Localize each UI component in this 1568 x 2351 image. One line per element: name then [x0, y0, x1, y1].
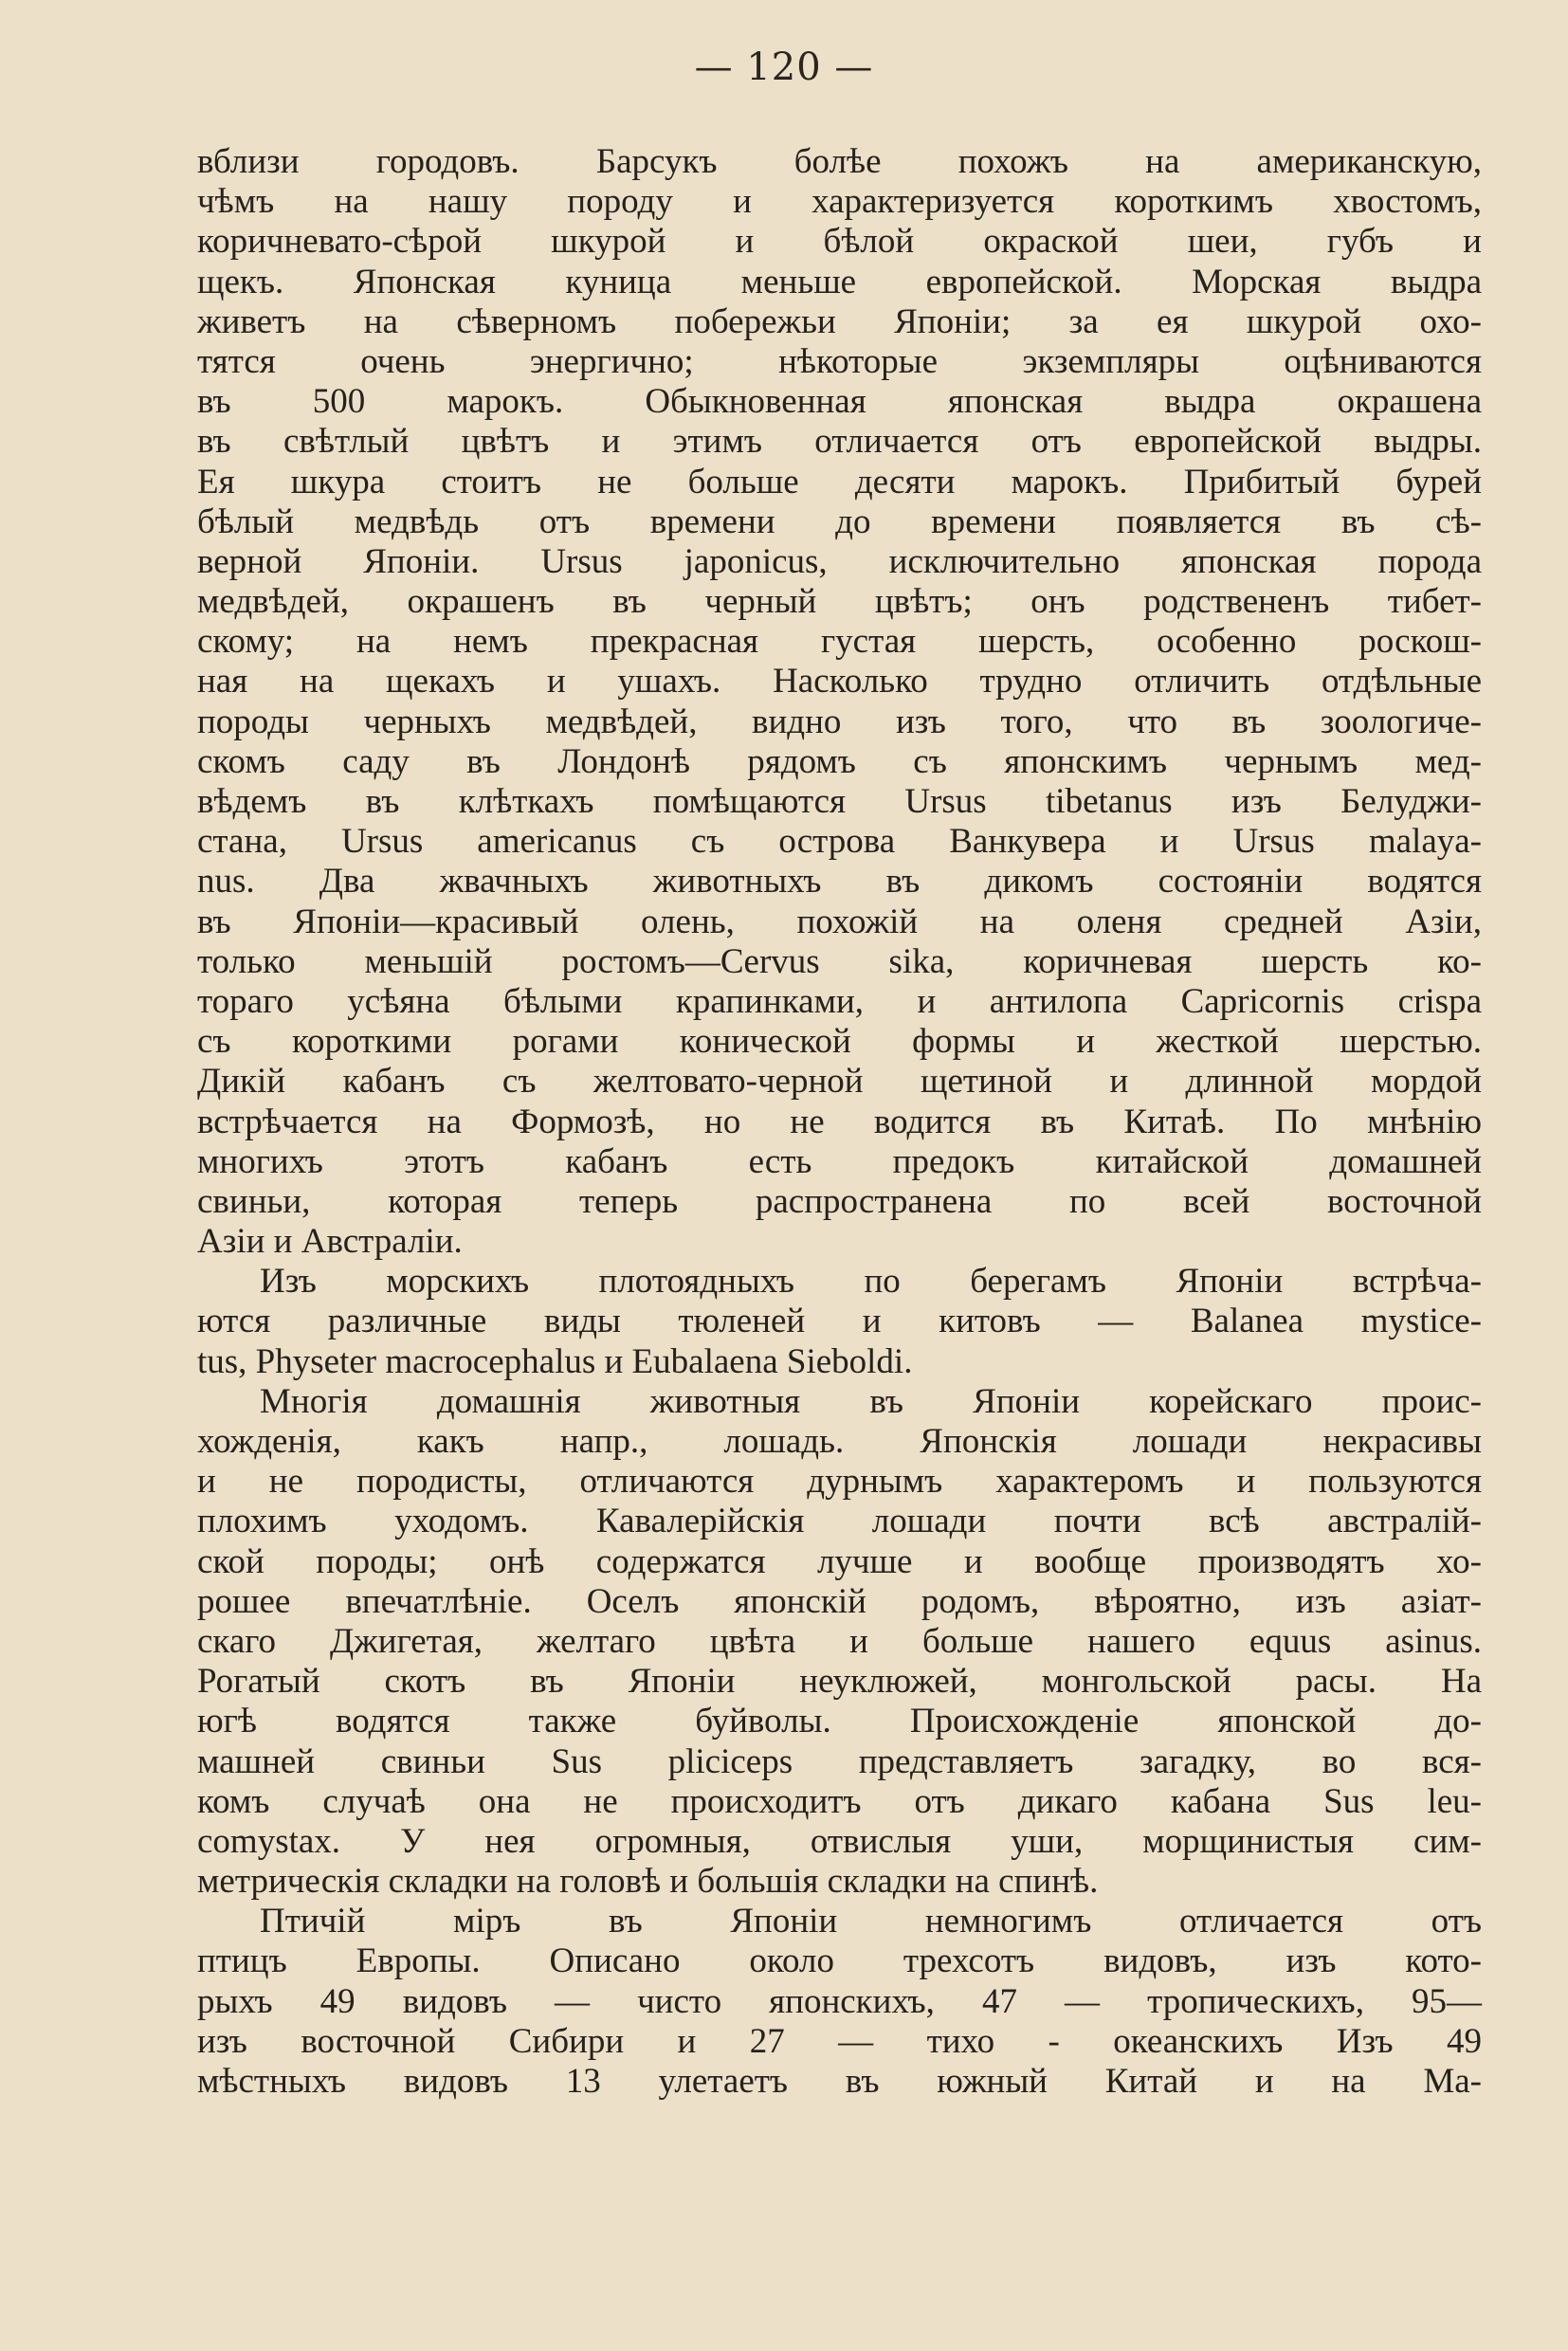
text-line: югѣ водятся также буйволы. Происхожденіе японской до-	[197, 1702, 1482, 1741]
text-line: Ея шкура стоитъ не больше десяти марокъ. Прибитый бурей	[197, 462, 1482, 501]
text-line: стана, Ursus americanus съ острова Ванкувера и Ursus malaya-	[197, 822, 1482, 862]
text-line: хожденія, какъ напр., лошадь. Японскія лошади некрасивы	[197, 1422, 1482, 1461]
text-line: рошее впечатлѣніе. Оселъ японскій родомъ, вѣроятно, изъ азіат-	[197, 1581, 1482, 1621]
text-line: вблизи городовъ. Барсукъ болѣе похожъ на американскую,	[197, 142, 1482, 181]
text-line: Азіи и Австраліи.	[197, 1222, 463, 1262]
text-line: и не породисты, отличаются дурнымъ характеромъ и пользуются	[197, 1462, 1482, 1502]
text-line: Птичій міръ въ Японіи немногимъ отличается отъ	[260, 1902, 1482, 1941]
text-line: метрическія складки на головѣ и большія складки на спинѣ.	[197, 1862, 1099, 1902]
page-number: — 120 —	[694, 46, 874, 89]
text-line: чѣмъ на нашу породу и характеризуется короткимъ хвостомъ,	[197, 182, 1482, 222]
text-line: въ 500 марокъ. Обыкновенная японская выдра окрашена	[197, 382, 1482, 422]
body-text	[197, 142, 1482, 2102]
text-line: въ Японіи—красивый олень, похожій на оленя средней Азіи,	[197, 902, 1482, 941]
text-line: изъ восточной Сибири и 27 — тихо - океанскихъ Изъ 49	[197, 2021, 1482, 2061]
text-line: многихъ этотъ кабанъ есть предокъ китайской домашней	[197, 1141, 1482, 1181]
text-line: щекъ. Японская куница меньше европейской. Морская выдра	[197, 262, 1482, 301]
text-line: comystax. У нея огромныя, отвислыя уши, морщинистыя сим-	[197, 1821, 1482, 1861]
text-line: скаго Джигетая, желтаго цвѣта и больше нашего equus asinus.	[197, 1621, 1482, 1661]
text-line: ная на щекахъ и ушахъ. Насколько трудно отличить отдѣльные	[197, 662, 1482, 702]
text-line: только меньшій ростомъ—Cervus sika, коричневая шерсть ко-	[197, 941, 1482, 981]
text-line: бѣлый медвѣдь отъ времени до времени появляется въ сѣ-	[197, 501, 1482, 541]
text-line: машней свиньи Sus pliciceps представляетъ загадку, во вся-	[197, 1741, 1482, 1781]
text-line: тятся очень энергично; нѣкоторые экземпляры оцѣниваются	[197, 341, 1482, 381]
text-line: встрѣчается на Формозѣ, но не водится въ Китаѣ. По мнѣнію	[197, 1102, 1482, 1141]
text-line: скомъ саду въ Лондонѣ рядомъ съ японскимъ чернымъ мед-	[197, 741, 1482, 781]
text-line: съ короткими рогами конической формы и жесткой шерстью.	[197, 1022, 1482, 1062]
text-line: рыхъ 49 видовъ — чисто японскихъ, 47 — тропическихъ, 95—	[197, 1981, 1482, 2021]
text-line: ются различные виды тюленей и китовъ — Balanea mysticе-	[197, 1302, 1482, 1341]
text-line: птицъ Европы. Описано около трехсотъ видовъ, изъ кото-	[197, 1941, 1482, 1981]
text-line: комъ случаѣ она не происходитъ отъ дикаго кабана Sus leu-	[197, 1781, 1482, 1821]
text-line: верной Японіи. Ursus japonicus, исключительно японская порода	[197, 541, 1482, 581]
text-line: въ свѣтлый цвѣтъ и этимъ отличается отъ европейской выдры.	[197, 422, 1482, 462]
text-line: коричневато-сѣрой шкурой и бѣлой окраской шеи, губъ и	[197, 222, 1482, 262]
text-line: свиньи, которая теперь распространена по всей восточной	[197, 1181, 1482, 1221]
text-line: тораго усѣяна бѣлыми крапинками, и антилопа Capricornis crispa	[197, 981, 1482, 1021]
text-line: живетъ на сѣверномъ побережьи Японіи; за ея шкурой охо-	[197, 301, 1482, 341]
text-line: nus. Два жвачныхъ животныхъ въ дикомъ состояніи водятся	[197, 862, 1482, 902]
text-line: породы черныхъ медвѣдей, видно изъ того, что въ зоологиче-	[197, 702, 1482, 741]
text-line: мѣстныхъ видовъ 13 улетаетъ въ южный Китай и на Ма-	[197, 2062, 1482, 2101]
text-line: медвѣдей, окрашенъ въ черный цвѣтъ; онъ родствененъ тибет-	[197, 582, 1482, 622]
text-line: вѣдемъ въ клѣткахъ помѣщаются Ursus tibetanus изъ Белуджи-	[197, 782, 1482, 821]
text-line: плохимъ уходомъ. Кавалерійскія лошади почти всѣ австралій-	[197, 1502, 1482, 1541]
text-line: скому; на немъ прекрасная густая шерсть, особенно роскош-	[197, 622, 1482, 662]
text-line: Многія домашнія животныя въ Японіи корейскаго проис-	[260, 1381, 1482, 1421]
text-line: Рогатый скотъ въ Японіи неуклюжей, монгольской расы. На	[197, 1662, 1482, 1702]
text-line: Изъ морскихъ плотоядныхъ по берегамъ Японіи встрѣча-	[260, 1262, 1482, 1302]
text-line: Дикій кабанъ съ желтовато-черной щетиной и длинной мордой	[197, 1062, 1482, 1102]
text-line: ской породы; онѣ содержатся лучше и вообще производятъ хо-	[197, 1541, 1482, 1581]
text-line: tus, Physeter macrocephalus и Eubalaena Sieboldi.	[197, 1341, 913, 1381]
